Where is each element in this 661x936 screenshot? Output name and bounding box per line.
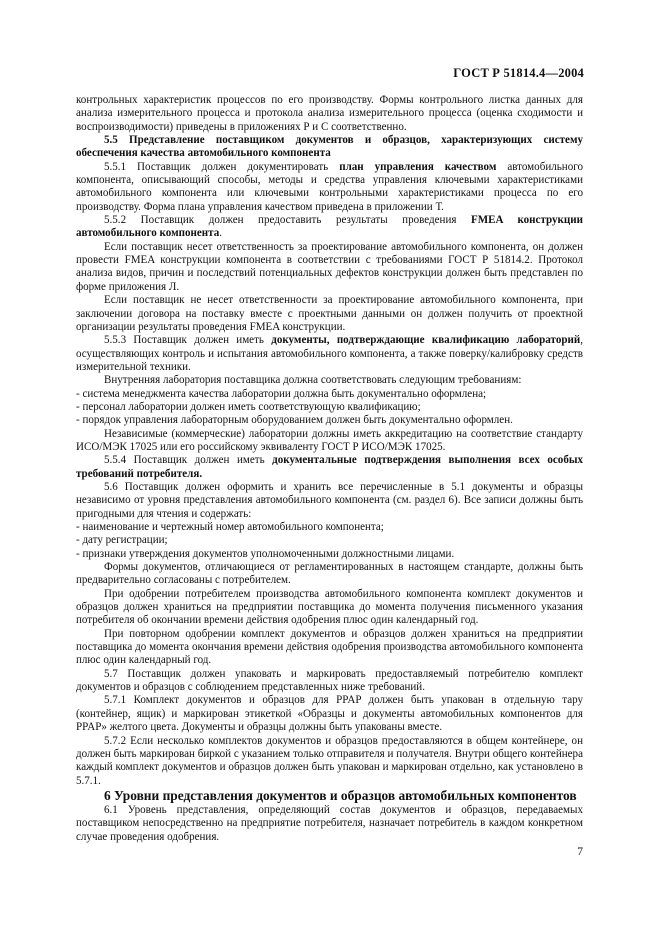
page-number: 7 xyxy=(577,846,583,858)
paragraph-6-1: 6.1 Уровень представления, определяющий состав документов и образцов, передаваемых поставщиком непосредственно на предприятие потребителя, назначает потребитель в каждом конкретном случае проведения одобрения. xyxy=(76,803,583,843)
paragraph-continuation: контрольных характеристик процессов по его производству. Формы контрольного листка данных для анализа измерительного процесса и протокола анализа измерительного процесса (оценка сходимости и воспроизводимости) приведены в приложениях Р и С соответственно. xyxy=(76,94,583,133)
paragraph: Независимые (коммерческие) лаборатории должны иметь аккредитацию на соответствие стандарту ИСО/МЭК 17025 или его российскому эквиваленту ГОСТ Р ИСО/МЭК 17025. xyxy=(76,427,583,453)
paragraph: Внутренняя лаборатория поставщика должна соответствовать следующим требованиям: xyxy=(104,374,522,387)
list-item: - наименование и чертежный номер автомобильного компонента; xyxy=(76,521,384,533)
section-6-heading: 6 Уровни представления документов и образцов автомобильных компонентов xyxy=(104,787,577,803)
paragraph-5-5-1: 5.5.1 Поставщик должен документировать план управления качеством автомобильного компонента, описывающий способы, методы и средства управления ключевыми характеристиками автомобильного компонента или ключевыми контрольными характеристиками процесса по его производству. Форма плана управления качеством приведена в приложении Т. xyxy=(76,160,583,213)
paragraph-5-7-2: 5.7.2 Если несколько комплектов документов и образцов предоставляются в общем контейнере, он должен быть маркирован биркой с указанием только отправителя и получателя. Внутри общего контейнера каждый комплект документов и образцов должен быть упакован и маркирован отдельно, как установлено в 5.7.1. xyxy=(76,734,583,787)
standard-header: ГОСТ Р 51814.4—2004 xyxy=(453,66,584,80)
list-item: - порядок управления лабораторным оборудованием должен быть документально оформлен. xyxy=(76,414,513,427)
list-item: - признаки утверждения документов уполномоченными должностными лицами. xyxy=(76,547,455,560)
paragraph-5-5-3: 5.5.3 Поставщик должен иметь документы, подтверждающие квалификацию лабораторий, осуществляющих контроль и испытания автомобильного компонента, а также поверку/калибровку средств измерительной техники. xyxy=(76,334,583,373)
list-item: - система менеджмента качества лаборатории должна быть документально оформлена; xyxy=(76,387,487,400)
paragraph: При одобрении потребителем производства автомобильного компонента комплект документов и образцов должен храниться на предприятии поставщика до момента получения письменного указания потребителя об окончании времени действия одобрения плюс один календарный год. xyxy=(76,587,583,627)
paragraph-5-7-1: 5.7.1 Комплект документов и образцов для PPAP должен быть упакован в отдельную тару (контейнер, ящик) и маркирован этикеткой «Образцы и документы автомобильных компонентов для PPAP» желтого цвета. Документы и образцы должны быть упакованы вместе. xyxy=(76,694,583,734)
paragraph: Формы документов, отличающиеся от регламентированных в настоящем стандарте, должны быть предварительно согласованы с потребителем. xyxy=(76,561,583,587)
paragraph: Если поставщик не несет ответственности за проектирование автомобильного компонента, при заключении договора на поставку вместе с проектными данными он должен получить от проектной организации результаты проведения FMEA конструкции. xyxy=(76,294,583,333)
paragraph-5-6: 5.6 Поставщик должен оформить и хранить все перечисленные в 5.1 документы и образцы независимо от уровня представления автомобильного компонента (см. раздел 6). Все записи должны быть пригодными для чтения и содержать: xyxy=(76,480,583,520)
paragraph-5-7: 5.7 Поставщик должен упаковать и маркировать предоставляемый потребителю комплект документов и образцов с соблюдением представленных ниже требований. xyxy=(76,667,583,694)
list-item: - дату регистрации; xyxy=(76,534,168,547)
document-body xyxy=(76,94,583,844)
paragraph: При повторном одобрении комплект документов и образцов должен храниться на предприятии поставщика до момента окончания времени действия одобрения производства автомобильного компонента плюс один календарный год. xyxy=(76,627,583,667)
paragraph-5-5-2: 5.5.2 Поставщик должен предоставить результаты проведения FMEA конструкции автомобильного компонента. xyxy=(76,214,583,240)
list-item: - персонал лаборатории должен иметь соответствующую квалификацию; xyxy=(76,400,421,413)
paragraph-5-5-4: 5.5.4 Поставщик должен иметь документальные подтверждения выполнения всех особых требований потребителя. xyxy=(76,454,583,480)
section-5-5-heading: 5.5 Представление поставщиком документов и образцов, характеризующих систему обеспечения качества автомобильного компонента xyxy=(76,134,583,160)
paragraph: Если поставщик несет ответственность за проектирование автомобильного компонента, он должен провести FMEA конструкции компонента в соответствии с требованиями ГОСТ Р 51814.2. Протокол анализа видов, причин и последствий потенциальных дефектов конструкции должен быть представлен по форме приложения Л. xyxy=(76,240,583,293)
